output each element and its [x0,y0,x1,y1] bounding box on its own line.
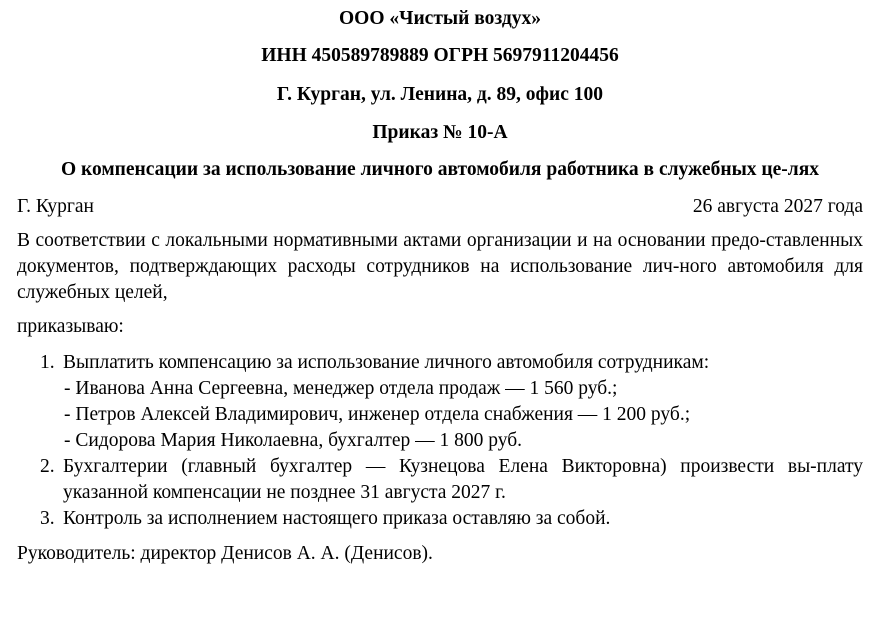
signature: Руководитель: директор Денисов А. А. (Денисов). [17,543,433,564]
preamble: В соответствии с локальными нормативными актами организации и на основании предо-ставленных документов, подтверждающих расходы сотрудников на использование лич-ного автомобиля для служебных целей, [17,230,863,303]
place: Г. Курган [17,196,94,217]
order-title: О компенсации за использование личного автомобиля работника в служебных це-лях [60,159,820,180]
order-number: Приказ № 10-А [372,122,508,143]
employee-line: - Иванова Анна Сергеевна, менеджер отдела продаж — 1 560 руб.; [64,378,618,399]
item-number: 3. [40,508,55,529]
order-item [17,506,863,532]
company-name: ООО «Чистый воздух» [339,8,541,29]
item-number: 1. [40,352,55,373]
item-text: Бухгалтерии (главный бухгалтер — Кузнецова Елена Викторовна) произвести вы-плату указанной компенсации не позднее 31 августа 2027 г. [63,456,863,503]
company-address: Г. Курган, ул. Ленина, д. 89, офис 100 [276,84,604,105]
company-requisites: ИНН 450589789889 ОГРН 5697911204456 [261,45,619,66]
order-item [17,454,863,506]
order-item [17,350,863,454]
item-text: Контроль за исполнением настоящего приказа оставляю за собой. [63,508,611,529]
employee-line: - Сидорова Мария Николаевна, бухгалтер — 1 800 руб. [64,430,523,451]
item-number: 2. [40,456,55,477]
order-document [17,6,863,567]
order-word: приказываю: [17,316,124,337]
order-items [17,350,863,532]
date: 26 августа 2027 года [692,196,863,217]
employee-line: - Петров Алексей Владимирович, инженер отдела снабжения — 1 200 руб.; [64,404,691,425]
item-text: Выплатить компенсацию за использование личного автомобиля сотрудникам: [63,352,710,373]
place-date-row [17,194,863,220]
